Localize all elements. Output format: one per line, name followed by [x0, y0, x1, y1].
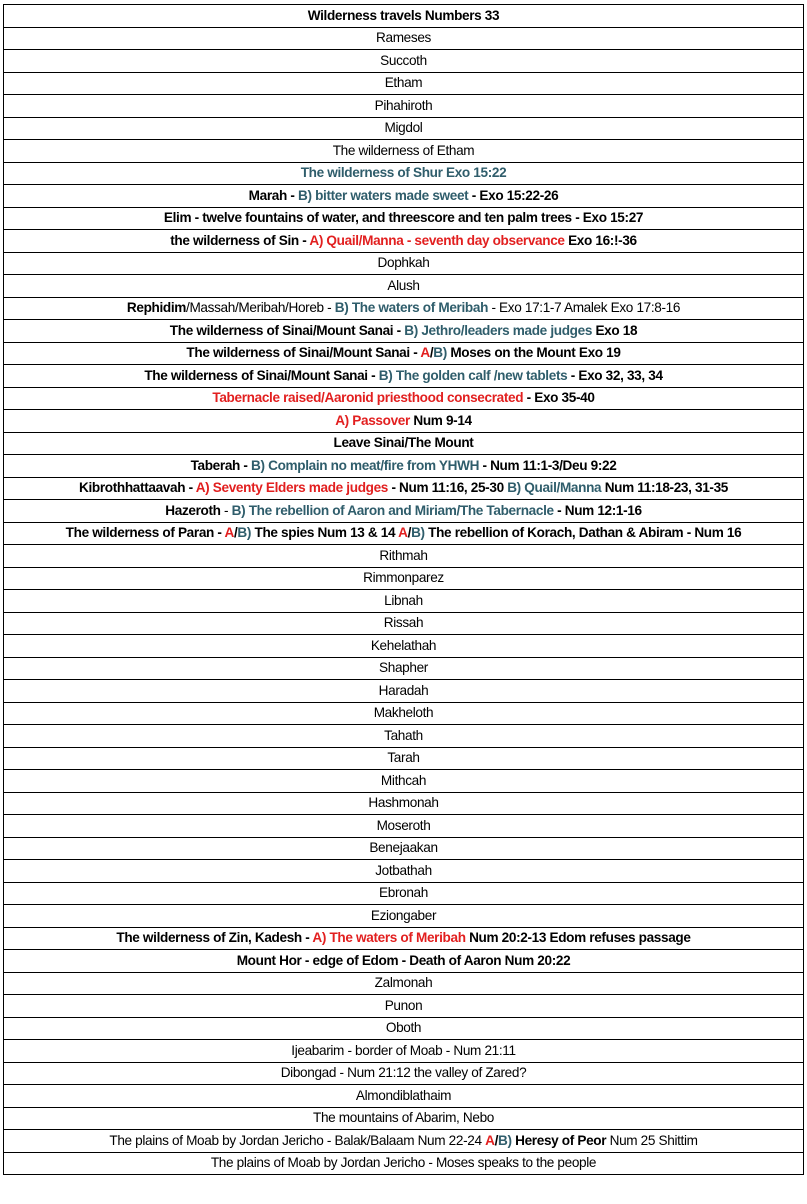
table-cell — [4, 612, 804, 635]
text-segment: - Exo 17:1-7 Amalek Exo 17:8-16 — [488, 300, 681, 316]
table-cell — [4, 567, 804, 590]
table-cell — [4, 365, 804, 388]
text-segment: B) The rebellion of Aaron and Miriam/The Tabernacle — [231, 502, 554, 518]
text-segment: / — [407, 525, 412, 541]
text-segment: Exo 18 — [592, 322, 638, 338]
text-segment: Haradah — [378, 682, 429, 698]
table-cell — [4, 905, 804, 928]
text-segment: Exo 16:!-36 — [564, 232, 637, 248]
table-row — [4, 230, 804, 253]
text-segment: The wilderness of Etham — [332, 142, 475, 158]
table-cell — [4, 1040, 804, 1063]
text-segment: Tabernacle raised/Aaronid priesthood consecrated — [212, 390, 524, 406]
table-row — [4, 252, 804, 275]
table-row — [4, 770, 804, 793]
text-segment: B) — [237, 525, 252, 541]
table-row — [4, 545, 804, 568]
text-segment: The plains of Moab by Jordan Jericho - Moses speaks to the people — [210, 1155, 597, 1171]
table-cell — [4, 1107, 804, 1130]
table-cell — [4, 545, 804, 568]
table-row — [4, 1130, 804, 1153]
table-cell — [4, 95, 804, 118]
text-segment: Pihahiroth — [374, 97, 433, 113]
table-cell — [4, 387, 804, 410]
text-segment: A) Quail/Manna - seventh day observance — [309, 232, 565, 248]
table-cell — [4, 702, 804, 725]
text-segment: Num 25 Shittim — [606, 1132, 698, 1148]
text-segment: A) Passover — [335, 412, 410, 428]
text-segment: The wilderness of Sinai/Mount Sanai - — [169, 322, 405, 338]
text-segment: B) The golden calf /new tablets — [378, 367, 568, 383]
table-row — [4, 747, 804, 770]
text-segment: B) Quail/Manna — [507, 480, 602, 496]
text-segment: Mount Hor - edge of Edom - Death of Aaron Num 20:22 — [236, 952, 571, 968]
table-cell — [4, 792, 804, 815]
table-cell — [4, 1017, 804, 1040]
table-cell — [4, 590, 804, 613]
table-row — [4, 567, 804, 590]
text-segment: Libnah — [384, 592, 423, 608]
table-row — [4, 702, 804, 725]
text-segment: A) The waters of Meribah — [312, 930, 466, 946]
table-cell — [4, 185, 804, 208]
text-segment: B) bitter waters made sweet — [298, 187, 469, 203]
text-segment: - Exo 32, 33, 34 — [567, 367, 663, 383]
table-cell — [4, 72, 804, 95]
text-segment: Shapher — [379, 660, 428, 676]
table-row — [4, 1017, 804, 1040]
table-cell — [4, 747, 804, 770]
text-segment: Num 11:18-23, 31-35 — [601, 480, 729, 496]
text-segment: Hazeroth — [165, 502, 221, 518]
table-row — [4, 455, 804, 478]
text-segment: Marah - — [248, 187, 298, 203]
table-row — [4, 500, 804, 523]
text-segment: Kibrothhattaavah - — [78, 480, 196, 496]
text-segment: B) Complain no meat/fire from YHWH — [251, 457, 480, 473]
table-row — [4, 950, 804, 973]
table-row — [4, 410, 804, 433]
table-cell — [4, 1062, 804, 1085]
text-segment: Moseroth — [376, 817, 431, 833]
table-cell — [4, 1130, 804, 1153]
table-row — [4, 95, 804, 118]
text-segment: Rithmah — [379, 547, 428, 563]
table-row — [4, 50, 804, 73]
text-segment: A — [420, 345, 430, 361]
text-segment: Moses on the Mount Exo 19 — [446, 345, 621, 361]
table-cell — [4, 252, 804, 275]
table-cell — [4, 725, 804, 748]
table-cell — [4, 882, 804, 905]
table-body — [4, 5, 804, 1175]
table-row — [4, 590, 804, 613]
text-segment: B) — [433, 345, 447, 361]
table-cell — [4, 927, 804, 950]
table-cell — [4, 162, 804, 185]
table-title-cell — [4, 5, 804, 28]
table-cell — [4, 770, 804, 793]
text-segment: B) Jethro/leaders made judges — [404, 322, 593, 338]
text-segment: Almondiblathaim — [355, 1087, 452, 1103]
text-segment: Ijeabarim - border of Moab - Num 21:11 — [291, 1042, 516, 1058]
table-cell — [4, 1085, 804, 1108]
text-segment: A) Seventy Elders made judges — [195, 480, 389, 496]
text-segment: Num 9-14 — [409, 412, 472, 428]
table-cell — [4, 320, 804, 343]
text-segment: Zalmonah — [374, 975, 433, 991]
text-segment: Rameses — [376, 30, 431, 46]
table-cell — [4, 342, 804, 365]
text-segment: Dibongad - Num 21:12 the valley of Zared? — [280, 1065, 527, 1081]
table-cell — [4, 50, 804, 73]
table-row — [4, 297, 804, 320]
text-segment: Rephidim — [126, 300, 187, 316]
text-segment: - — [220, 502, 232, 518]
table-cell — [4, 117, 804, 140]
table-row — [4, 860, 804, 883]
text-segment: B) — [411, 525, 425, 541]
table-cell — [4, 455, 804, 478]
text-segment: B) — [498, 1132, 512, 1148]
text-segment: The wilderness of Paran - — [65, 525, 225, 541]
table-row — [4, 680, 804, 703]
table-row — [4, 342, 804, 365]
table-row — [4, 612, 804, 635]
text-segment: A — [398, 525, 408, 541]
table-row — [4, 635, 804, 658]
table-row — [4, 905, 804, 928]
text-segment: Kehelathah — [370, 637, 437, 653]
table-row — [4, 1040, 804, 1063]
text-segment: - Num 11:1-3/Deu 9:22 — [479, 457, 617, 473]
table-row — [4, 1085, 804, 1108]
table-cell — [4, 522, 804, 545]
wilderness-travels-table — [3, 4, 804, 1175]
table-row — [4, 792, 804, 815]
text-segment: The wilderness of Zin, Kadesh - — [116, 930, 313, 946]
text-segment: Benejaakan — [369, 840, 438, 856]
text-segment: The mountains of Abarim, Nebo — [312, 1110, 495, 1126]
text-segment: Succoth — [380, 52, 427, 68]
text-segment: Num 20:2-13 Edom refuses passage — [465, 930, 691, 946]
text-segment: / — [494, 1132, 499, 1148]
table-cell — [4, 815, 804, 838]
text-segment: Tarah — [387, 750, 420, 766]
table-cell — [4, 837, 804, 860]
text-segment: Etham — [384, 75, 423, 91]
table-row — [4, 275, 804, 298]
text-segment: - Num 12:1-16 — [553, 502, 642, 518]
table-row — [4, 882, 804, 905]
table-row — [4, 207, 804, 230]
table-row — [4, 995, 804, 1018]
text-segment: Elim - twelve fountains of water, and threescore and ten palm trees - Exo 15:27 — [163, 210, 644, 226]
text-segment: The plains of Moab by Jordan Jericho - Balak/Balaam Num 22-24 — [109, 1132, 486, 1148]
table-cell — [4, 657, 804, 680]
table-header-row — [4, 5, 804, 28]
table-cell — [4, 680, 804, 703]
text-segment: A — [224, 525, 234, 541]
text-segment: B) The waters of Meribah — [334, 300, 489, 316]
text-segment: Wilderness travels Numbers 33 — [307, 7, 500, 23]
text-segment: A — [485, 1132, 495, 1148]
text-segment: Rissah — [383, 615, 424, 631]
table-row — [4, 140, 804, 163]
text-segment: Oboth — [385, 1020, 422, 1036]
table-cell — [4, 500, 804, 523]
text-segment: Taberah - — [190, 457, 252, 473]
table-row — [4, 477, 804, 500]
text-segment: Migdol — [384, 120, 423, 136]
table-cell — [4, 972, 804, 995]
text-segment: / — [233, 525, 238, 541]
table-row — [4, 1152, 804, 1175]
table-cell — [4, 860, 804, 883]
text-segment: Hashmonah — [368, 795, 439, 811]
table-cell — [4, 950, 804, 973]
table-row — [4, 432, 804, 455]
text-segment: - Num 11:16, 25-30 — [388, 480, 508, 496]
text-segment: - Exo 15:22-26 — [468, 187, 559, 203]
table-row — [4, 365, 804, 388]
table-row — [4, 185, 804, 208]
table-row — [4, 1062, 804, 1085]
table-row — [4, 522, 804, 545]
table-row — [4, 27, 804, 50]
text-segment: The spies Num 13 & 14 — [251, 525, 399, 541]
table-cell — [4, 275, 804, 298]
table-row — [4, 815, 804, 838]
text-segment: The wilderness of Sinai/Mount Sanai - — [144, 367, 379, 383]
text-segment: Ebronah — [379, 885, 428, 901]
text-segment: Tahath — [384, 727, 423, 743]
text-segment: Eziongaber — [370, 907, 437, 923]
table-row — [4, 837, 804, 860]
text-segment: The wilderness of Shur Exo 15:22 — [300, 165, 507, 181]
table-cell — [4, 410, 804, 433]
text-segment: Dophkah — [377, 255, 430, 271]
text-segment: The wilderness of Sinai/Mount Sanai - — [186, 345, 421, 361]
text-segment: Jotbathah — [375, 862, 432, 878]
table-cell — [4, 207, 804, 230]
text-segment: Rimmonparez — [363, 570, 444, 586]
text-segment: The rebellion of Korach, Dathan & Abiram - Num 16 — [424, 525, 742, 541]
table-row — [4, 320, 804, 343]
table-cell — [4, 140, 804, 163]
table-cell — [4, 432, 804, 455]
text-segment: Mithcah — [380, 772, 427, 788]
table-cell — [4, 27, 804, 50]
table-cell — [4, 477, 804, 500]
text-segment: Punon — [384, 997, 423, 1013]
text-segment: - Exo 35-40 — [523, 390, 595, 406]
table-row — [4, 387, 804, 410]
text-segment: Makheloth — [373, 705, 434, 721]
text-segment: /Massah/Meribah/Horeb - — [186, 300, 335, 316]
text-segment: Alush — [387, 277, 420, 293]
table-row — [4, 927, 804, 950]
table-row — [4, 657, 804, 680]
table-row — [4, 725, 804, 748]
table-row — [4, 162, 804, 185]
text-segment: Heresy of Peor — [511, 1132, 607, 1148]
table-cell — [4, 635, 804, 658]
table-cell — [4, 297, 804, 320]
text-segment: the wilderness of Sin - — [170, 232, 310, 248]
table-row — [4, 1107, 804, 1130]
table-cell — [4, 995, 804, 1018]
text-segment: / — [429, 345, 434, 361]
table-row — [4, 117, 804, 140]
table-cell — [4, 1152, 804, 1175]
text-segment: Leave Sinai/The Mount — [333, 435, 474, 451]
table-cell — [4, 230, 804, 253]
table-row — [4, 72, 804, 95]
table-row — [4, 972, 804, 995]
